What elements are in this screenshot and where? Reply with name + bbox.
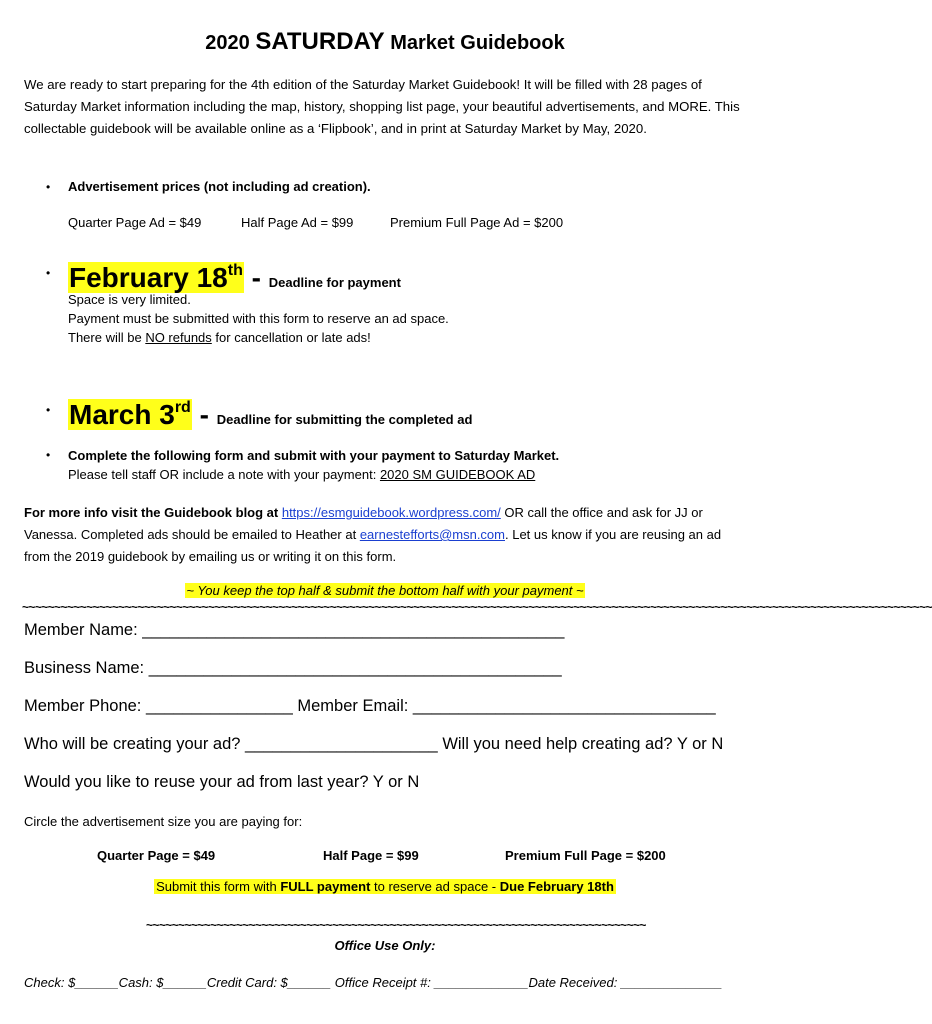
blog-link[interactable]: https://esmguidebook.wordpress.com/	[281, 505, 501, 520]
office-use-heading: Office Use Only:	[334, 938, 436, 953]
size-option-half[interactable]: Half Page = $99	[323, 848, 419, 863]
payment-deadline-label: Deadline for payment	[268, 275, 401, 290]
cut-line: ~~~~~~~~~~~~~~~~~~~~~~~~~~~~~~~~~~~~~~~~~~~~~~~~~~~~~~~~~~~~~~~~~~~~~~~~~~~~~~~~~~~~~~~~~~~~~~~~~~~~~~~~~~~~~~~~~~~~~~~~~~~~~~~~~~~~~~~~~~~~~~	[22, 600, 932, 614]
more-info-paragraph: For more info visit the Guidebook blog at https://esmguidebook.wordpress.com/ OR call the office and ask for JJ or Vanessa. Completed ads should be emailed to Heather at earnestefforts@msn.com. Let us know if you are reusing an ad from the 2019 guidebook by emailing us or writing it on this form.	[24, 505, 722, 564]
bullet-icon: •	[46, 403, 51, 417]
submit-note: Submit this form with FULL payment to reserve ad space - Due February 18th	[156, 879, 614, 894]
price-premium: Premium Full Page Ad = $200	[390, 215, 564, 230]
member-name-field[interactable]: Member Name: ______________________________________________	[24, 621, 565, 639]
page-title: 2020 SATURDAY Market Guidebook	[205, 28, 565, 55]
reuse-ad-field[interactable]: Would you like to reuse your ad from last year? Y or N	[24, 773, 420, 791]
phone-email-field[interactable]: Member Phone: ________________ Member Email: _________________________________	[24, 697, 716, 715]
ad-prices-heading: Advertisement prices (not including ad creation).	[68, 179, 371, 194]
payment-deadline-heading: February 18th - Deadline for payment	[69, 262, 401, 293]
include-note-text: Please tell staff OR include a note with your payment: 2020 SM GUIDEBOOK AD	[68, 467, 536, 482]
bullet-icon: •	[46, 180, 51, 194]
price-half: Half Page Ad = $99	[241, 215, 354, 230]
circle-size-label: Circle the advertisement size you are paying for:	[24, 814, 303, 829]
ad-deadline-heading: March 3rd - Deadline for submitting the completed ad	[69, 399, 473, 430]
size-option-quarter[interactable]: Quarter Page = $49	[97, 848, 216, 863]
size-option-premium[interactable]: Premium Full Page = $200	[505, 848, 666, 863]
space-limited-text: Space is very limited.	[68, 292, 191, 307]
payment-required-text: Payment must be submitted with this form to reserve an ad space.	[68, 311, 449, 326]
office-divider: ~~~~~~~~~~~~~~~~~~~~~~~~~~~~~~~~~~~~~~~~~~~~~~~~~~~~~~~~~~~~~~~~~~~~~~~~~~~~~~	[146, 918, 646, 932]
no-refunds-text: There will be NO refunds for cancellation or late ads!	[68, 330, 371, 345]
cut-note: ~ You keep the top half & submit the bottom half with your payment ~	[186, 583, 584, 598]
ad-deadline-label: Deadline for submitting the completed ad	[216, 412, 473, 427]
bullet-icon: •	[46, 266, 51, 280]
complete-form-text: Complete the following form and submit with your payment to Saturday Market.	[68, 448, 560, 463]
bullet-icon: •	[46, 448, 51, 462]
intro-paragraph: We are ready to start preparing for the 4th edition of the Saturday Market Guidebook! It will be filled with 28 pages of Saturday Market information including the map, history, shopping list page, your beautiful advertisements, and MORE. This collectable guidebook will be available online as a ‘Flipbook’, and in print at Saturday Market by May, 2020.	[24, 77, 740, 137]
price-quarter: Quarter Page Ad = $49	[68, 215, 202, 230]
office-fields[interactable]: Check: $______Cash: $______Credit Card: $______ Office Receipt #: _____________Date Received: ______________	[24, 975, 723, 990]
ad-deadline-date: March 3rd	[69, 399, 191, 430]
business-name-field[interactable]: Business Name: _____________________________________________	[24, 659, 562, 677]
email-link[interactable]: earnestefforts@msn.com	[359, 527, 505, 542]
payment-deadline-date: February 18th	[69, 262, 243, 293]
ad-creator-field[interactable]: Who will be creating your ad? _____________________ Will you need help creating ad? Y or N	[24, 735, 724, 753]
